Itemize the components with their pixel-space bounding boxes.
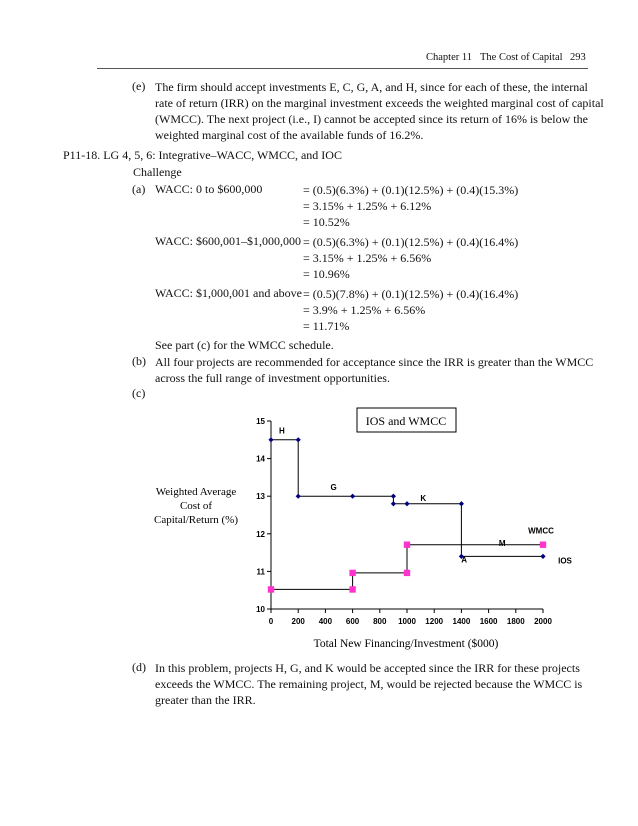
wmcc-point [349, 586, 355, 592]
wacc-calc-line: = 3.9% + 1.25% + 6.56% [303, 303, 426, 317]
wacc-calc-line: = 3.15% + 1.25% + 6.12% [303, 199, 432, 213]
y-axis-label-line: Cost of [179, 500, 213, 512]
y-axis-label-line: Weighted Average [155, 486, 237, 498]
ios-point [268, 437, 273, 442]
header-rule [97, 68, 588, 69]
project-label: M [498, 539, 506, 549]
wacc-block-name: WACC: 0 to $600,000 [155, 182, 263, 196]
wmcc-point [540, 542, 546, 548]
y-tick-label: 15 [256, 417, 265, 426]
y-tick-label: 12 [256, 529, 265, 539]
wacc-block-calc [303, 286, 518, 334]
ios-point [540, 554, 545, 559]
ios-point [391, 494, 396, 499]
project-label: K [420, 494, 427, 504]
x-tick-label: 200 [291, 617, 305, 626]
x-tick-label: 1200 [425, 617, 444, 626]
wacc-block-calc [303, 182, 518, 230]
wacc-calc-line: = (0.5)(7.8%) + (0.1)(12.5%) + (0.4)(16.4%) [303, 287, 519, 301]
ios-point [296, 494, 301, 499]
project-label: G [330, 482, 337, 492]
y-tick-label: 13 [256, 492, 265, 502]
x-tick-label: 0 [268, 617, 274, 626]
part-e-line: rate of return (IRR) on the marginal investment exceeds the weighted marginal cost of capital [155, 96, 604, 110]
running-header-chapter: Chapter 11 [426, 52, 472, 63]
part-b-label: (b) [132, 354, 146, 368]
x-axis-label: Total New Financing/Investment ($000) [313, 638, 499, 650]
part-e-line: (WMCC). The next project (i.e., I) cannot be accepted since its return of 16% is below the [155, 112, 588, 126]
x-tick-label: 1600 [479, 617, 498, 626]
part-e-label: (e) [132, 79, 146, 93]
y-tick-label: 11 [256, 567, 265, 577]
part-a-note: See part (c) for the WMCC schedule. [155, 338, 334, 352]
series-name-label: IOS [558, 556, 572, 566]
wmcc-point [349, 570, 355, 576]
part-a-label: (a) [132, 182, 146, 196]
wacc-block-name: WACC: $600,001–$1,000,000 [155, 234, 302, 248]
wacc-block-name: WACC: $1,000,001 and above [155, 286, 302, 300]
x-tick-label: 1400 [452, 617, 471, 626]
wacc-calc-line: = 3.15% + 1.25% + 6.56% [303, 251, 432, 265]
wacc-calc-line: = (0.5)(6.3%) + (0.1)(12.5%) + (0.4)(15.3%) [303, 183, 519, 197]
part-d-line: In this problem, projects H, G, and K would be accepted since the IRR for these projects [155, 661, 580, 675]
project-label: A [461, 555, 468, 565]
wacc-calc-line: = 11.71% [303, 319, 350, 333]
y-tick-label: 10 [256, 605, 265, 614]
wmcc-point [404, 542, 410, 548]
part-c-label: (c) [132, 386, 146, 400]
problem-heading: P11-18. LG 4, 5, 6: Integrative–WACC, WMCC, and IOC [63, 148, 342, 162]
x-tick-label: 1000 [398, 617, 416, 626]
ios-point [404, 501, 409, 506]
part-e-text [155, 79, 604, 143]
wmcc-point [268, 586, 274, 592]
y-tick-label: 14 [256, 454, 265, 464]
wmcc-point [404, 570, 410, 576]
x-tick-label: 600 [345, 617, 360, 626]
ios-wmcc-chart [0, 400, 638, 660]
part-b-line: All four projects are recommended for acceptance since the IRR is greater than the WMCC [155, 355, 594, 369]
ios-point [296, 437, 301, 442]
wacc-calc-line: = (0.5)(6.3%) + (0.1)(12.5%) + (0.4)(16.4%) [303, 235, 519, 249]
x-tick-label: 400 [318, 617, 333, 626]
wacc-calc-line: = 10.52% [303, 215, 350, 229]
part-d-line: exceeds the WMCC. The remaining project, M, would be rejected because the WMCC is [155, 677, 583, 691]
x-tick-label: 2000 [534, 617, 552, 626]
part-d-label: (d) [132, 660, 146, 674]
part-d-line: greater than the IRR. [155, 693, 256, 707]
ios-point [350, 494, 355, 499]
part-d-text [155, 660, 582, 708]
ios-point [459, 501, 464, 506]
wacc-block-calc [303, 234, 518, 282]
x-tick-label: 1800 [506, 617, 525, 626]
page-number: 293 [570, 52, 586, 63]
part-b-text [155, 354, 593, 386]
part-e-line: weighted marginal cost of the available funds of 16.2%. [155, 128, 424, 142]
project-label: H [278, 426, 285, 436]
wacc-calc-line: = 10.96% [303, 267, 350, 281]
problem-difficulty: Challenge [133, 165, 182, 179]
y-axis-label-line: Capital/Return (%) [153, 514, 239, 526]
ios-point [391, 501, 396, 506]
chart-title: IOS and WMCC [365, 414, 447, 428]
running-header-title: The Cost of Capital [480, 52, 563, 63]
series-line-wmcc [271, 545, 543, 590]
x-tick-label: 800 [373, 617, 387, 626]
series-name-label: WMCC [528, 526, 554, 536]
part-b-line: across the full range of investment opportunities. [155, 371, 390, 385]
part-e-line: The firm should accept investments E, C, G, A, and H, since for each of these, the internal [155, 80, 588, 94]
